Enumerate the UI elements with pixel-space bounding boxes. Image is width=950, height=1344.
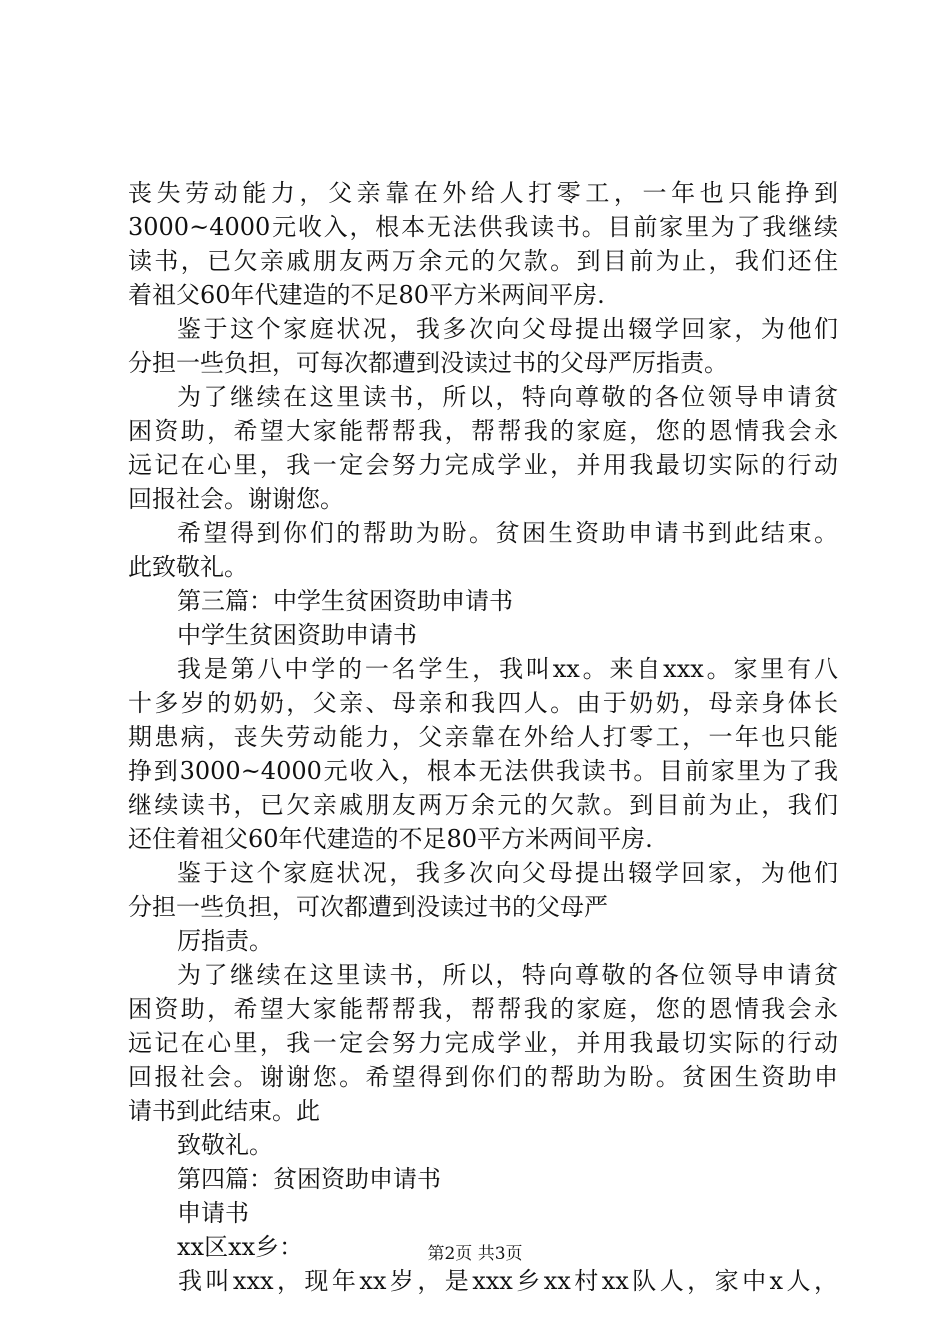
text-line: 致敬礼。 bbox=[177, 1131, 273, 1159]
text-line: 十多岁的奶奶，父亲、母亲和我四人。由于奶奶，母亲身体长 bbox=[128, 689, 838, 717]
text-line: 回报社会。谢谢您。 bbox=[128, 485, 344, 513]
text-line: 着祖父60年代建造的不足80平方米两间平房. bbox=[128, 281, 605, 309]
text-line: 3000~4000元收入，根本无法供我读书。目前家里为了我继续 bbox=[128, 213, 838, 241]
text-line: 继续读书，已欠亲戚朋友两万余元的欠款。到目前为止，我们 bbox=[128, 791, 838, 819]
text-line: 丧失劳动能力，父亲靠在外给人打零工，一年也只能挣到 bbox=[128, 179, 838, 207]
text-line: 还住着祖父60年代建造的不足80平方米两间平房. bbox=[128, 825, 653, 853]
text-line: 分担一些负担，可次都遭到没读过书的父母严 bbox=[128, 893, 608, 921]
document-body bbox=[128, 176, 838, 1298]
text-line: 我叫xxx，现年xx岁，是xxx乡xx村xx队人，家中x人， bbox=[178, 1267, 838, 1295]
text-line: 我是第八中学的一名学生，我叫xx。来自xxx。家里有八 bbox=[177, 655, 838, 683]
text-line: 远记在心里，我一定会努力完成学业，并用我最切实际的行动 bbox=[128, 451, 838, 479]
text-line: 期患病，丧失劳动能力，父亲靠在外给人打零工，一年也只能 bbox=[128, 723, 838, 751]
text-line: 第四篇：贫困资助申请书 bbox=[177, 1165, 441, 1193]
page-footer: 第2页 共3页 bbox=[427, 1244, 523, 1264]
text-line: 读书，已欠亲戚朋友两万余元的欠款。到目前为止，我们还住 bbox=[128, 247, 838, 275]
text-line: 中学生贫困资助申请书 bbox=[177, 621, 417, 649]
text-line: 困资助，希望大家能帮帮我，帮帮我的家庭，您的恩情我会永 bbox=[128, 417, 838, 445]
text-line: 为了继续在这里读书，所以，特向尊敬的各位领导申请贫 bbox=[177, 383, 838, 411]
text-line: 请书到此结束。此 bbox=[128, 1097, 320, 1125]
text-line: 挣到3000~4000元收入，根本无法供我读书。目前家里为了我 bbox=[128, 757, 838, 785]
text-line: 申请书 bbox=[177, 1199, 249, 1227]
text-line: 远记在心里，我一定会努力完成学业，并用我最切实际的行动 bbox=[128, 1029, 838, 1057]
text-line: 困资助，希望大家能帮帮我，帮帮我的家庭，您的恩情我会永 bbox=[128, 995, 838, 1023]
text-line: 第三篇：中学生贫困资助申请书 bbox=[177, 587, 513, 615]
text-line: 希望得到你们的帮助为盼。贫困生资助申请书到此结束。 bbox=[177, 519, 838, 547]
text-line: 鉴于这个家庭状况，我多次向父母提出辍学回家，为他们 bbox=[177, 315, 838, 343]
text-line: 厉指责。 bbox=[177, 927, 273, 955]
text-line: 为了继续在这里读书，所以，特向尊敬的各位领导申请贫 bbox=[177, 961, 838, 989]
text-line: 此致敬礼。 bbox=[128, 553, 248, 581]
text-line: xx区xx乡： bbox=[177, 1233, 304, 1261]
text-line: 回报社会。谢谢您。希望得到你们的帮助为盼。贫困生资助申 bbox=[128, 1063, 838, 1091]
text-line: 分担一些负担，可每次都遭到没读过书的父母严厉指责。 bbox=[128, 349, 728, 377]
text-line: 鉴于这个家庭状况，我多次向父母提出辍学回家，为他们 bbox=[177, 859, 838, 887]
